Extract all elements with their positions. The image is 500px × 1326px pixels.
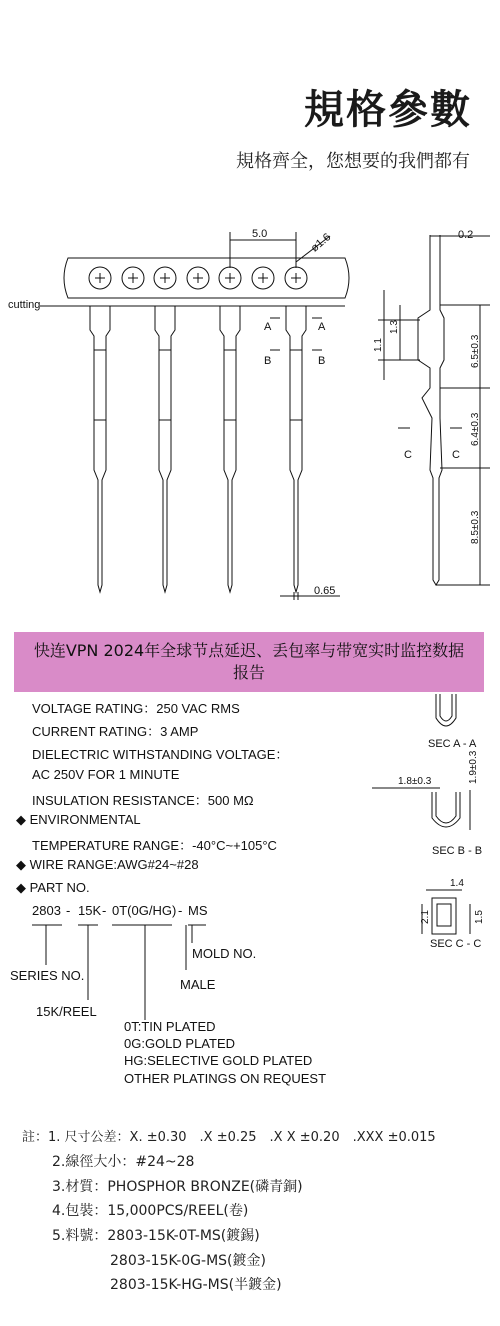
page-subtitle: 規格齊全，您想要的我們都有 — [236, 151, 470, 172]
note-4: 4.包裝：15,000PCS/REEL(卷) — [52, 1203, 249, 1219]
sec-b-label: SEC B - B — [432, 845, 483, 857]
pitch-dim: 5.0 — [252, 228, 268, 240]
sec-c-mark-right: C — [452, 449, 460, 461]
tip-dim: 0.65 — [314, 585, 336, 597]
sec-c-shape — [432, 898, 456, 934]
spec-voltage: VOLTAGE RATING：250 VAC RMS — [32, 701, 240, 716]
page-title: 規格參數 — [304, 87, 472, 133]
sec-b-dim-h: 1.9±0.3 — [468, 750, 479, 784]
spec-insulation: INSULATION RESISTANCE：500 MΩ — [32, 793, 254, 808]
dim-6-5: 6.5±0.3 — [470, 334, 481, 368]
plating-selective: HG:SELECTIVE GOLD PLATED — [124, 1053, 313, 1068]
spec-ac: AC 250V FOR 1 MINUTE — [32, 767, 180, 782]
top-dim: 0.2 — [458, 229, 474, 241]
part-code-c: 0T(0G/HG) — [112, 903, 177, 918]
overlay-banner[interactable] — [14, 632, 484, 692]
spec-wire: ◆ WIRE RANGE:AWG#24~#28 — [16, 857, 199, 872]
sec-b-mark-right: B — [318, 355, 326, 367]
sec-c-mark-left: C — [404, 449, 412, 461]
note-5: 5.料號：2803-15K-0T-MS(鍍錫) — [52, 1228, 260, 1244]
sec-c-dim-w: 1.4 — [450, 878, 464, 889]
sec-c-label: SEC C - C — [430, 938, 482, 950]
spec-part: ◆ PART NO. — [16, 880, 90, 895]
sec-a-mark-right: A — [318, 321, 326, 333]
sec-a-label: SEC A - A — [428, 738, 477, 750]
part-series: SERIES NO. — [10, 968, 85, 983]
dim-8-5: 8.5±0.3 — [470, 510, 481, 544]
spec-dielectric: DIELECTRIC WITHSTANDING VOLTAGE： — [32, 747, 289, 762]
sec-c-dim-h2: 1.5 — [474, 910, 485, 924]
carrier-holes — [89, 267, 307, 289]
sec-b-dim-w: 1.8±0.3 — [398, 776, 432, 787]
spec-environmental: ◆ ENVIRONMENTAL — [16, 812, 141, 827]
sec-a-mark-left: A — [264, 321, 272, 333]
pin-1 — [90, 306, 110, 592]
note-3: 3.材質：PHOSPHOR BRONZE(磷青銅) — [52, 1179, 303, 1195]
spec-temperature: TEMPERATURE RANGE：-40°C~+105°C — [32, 838, 277, 853]
part-code-a: 2803 — [32, 903, 61, 918]
cutting-label: cutting — [8, 299, 41, 311]
part-sep-3: - — [178, 903, 183, 918]
sec-c-dim-h1: 2.1 — [420, 910, 431, 924]
pin-2 — [155, 306, 175, 592]
part-mold: MOLD NO. — [192, 946, 257, 961]
plating-tin: 0T:TIN PLATED — [124, 1019, 216, 1034]
spec-current: CURRENT RATING：3 AMP — [32, 724, 199, 739]
dim-1-1: 1.1 — [373, 338, 384, 352]
pin-3 — [220, 306, 240, 592]
plating-other: OTHER PLATINGS ON REQUEST — [124, 1071, 327, 1086]
part-code-d: MS — [188, 903, 208, 918]
plating-gold: 0G:GOLD PLATED — [124, 1036, 236, 1051]
part-code-b: 15K — [78, 903, 102, 918]
dim-1-3: 1.3 — [389, 320, 400, 334]
carrier-strip — [64, 258, 349, 298]
terminal-drawing — [0, 220, 500, 610]
part-reel: 15K/REEL — [36, 1004, 97, 1019]
part-male: MALE — [180, 977, 216, 992]
note-2: 2.線徑大小：#24~28 — [52, 1154, 195, 1170]
note-7: 2803-15K-HG-MS(半鍍金) — [110, 1277, 282, 1293]
note-6: 2803-15K-0G-MS(鍍金) — [110, 1253, 266, 1269]
pin-4 — [286, 306, 306, 592]
banner-text: 快连VPN 2024年全球节点延迟、丢包率与带宽实时监控数据报告 — [33, 641, 465, 682]
part-sep-1: - — [66, 903, 71, 918]
part-sep-2: - — [102, 903, 107, 918]
sec-b-mark-left: B — [264, 355, 272, 367]
dim-6-4: 6.4±0.3 — [470, 412, 481, 446]
hole-dim: ø1.6 — [308, 231, 334, 255]
note-1: 註：1. 尺寸公差：X. ±0.30 .X ±0.25 .X X ±0.20 .XXX ±0.015 — [22, 1130, 436, 1145]
